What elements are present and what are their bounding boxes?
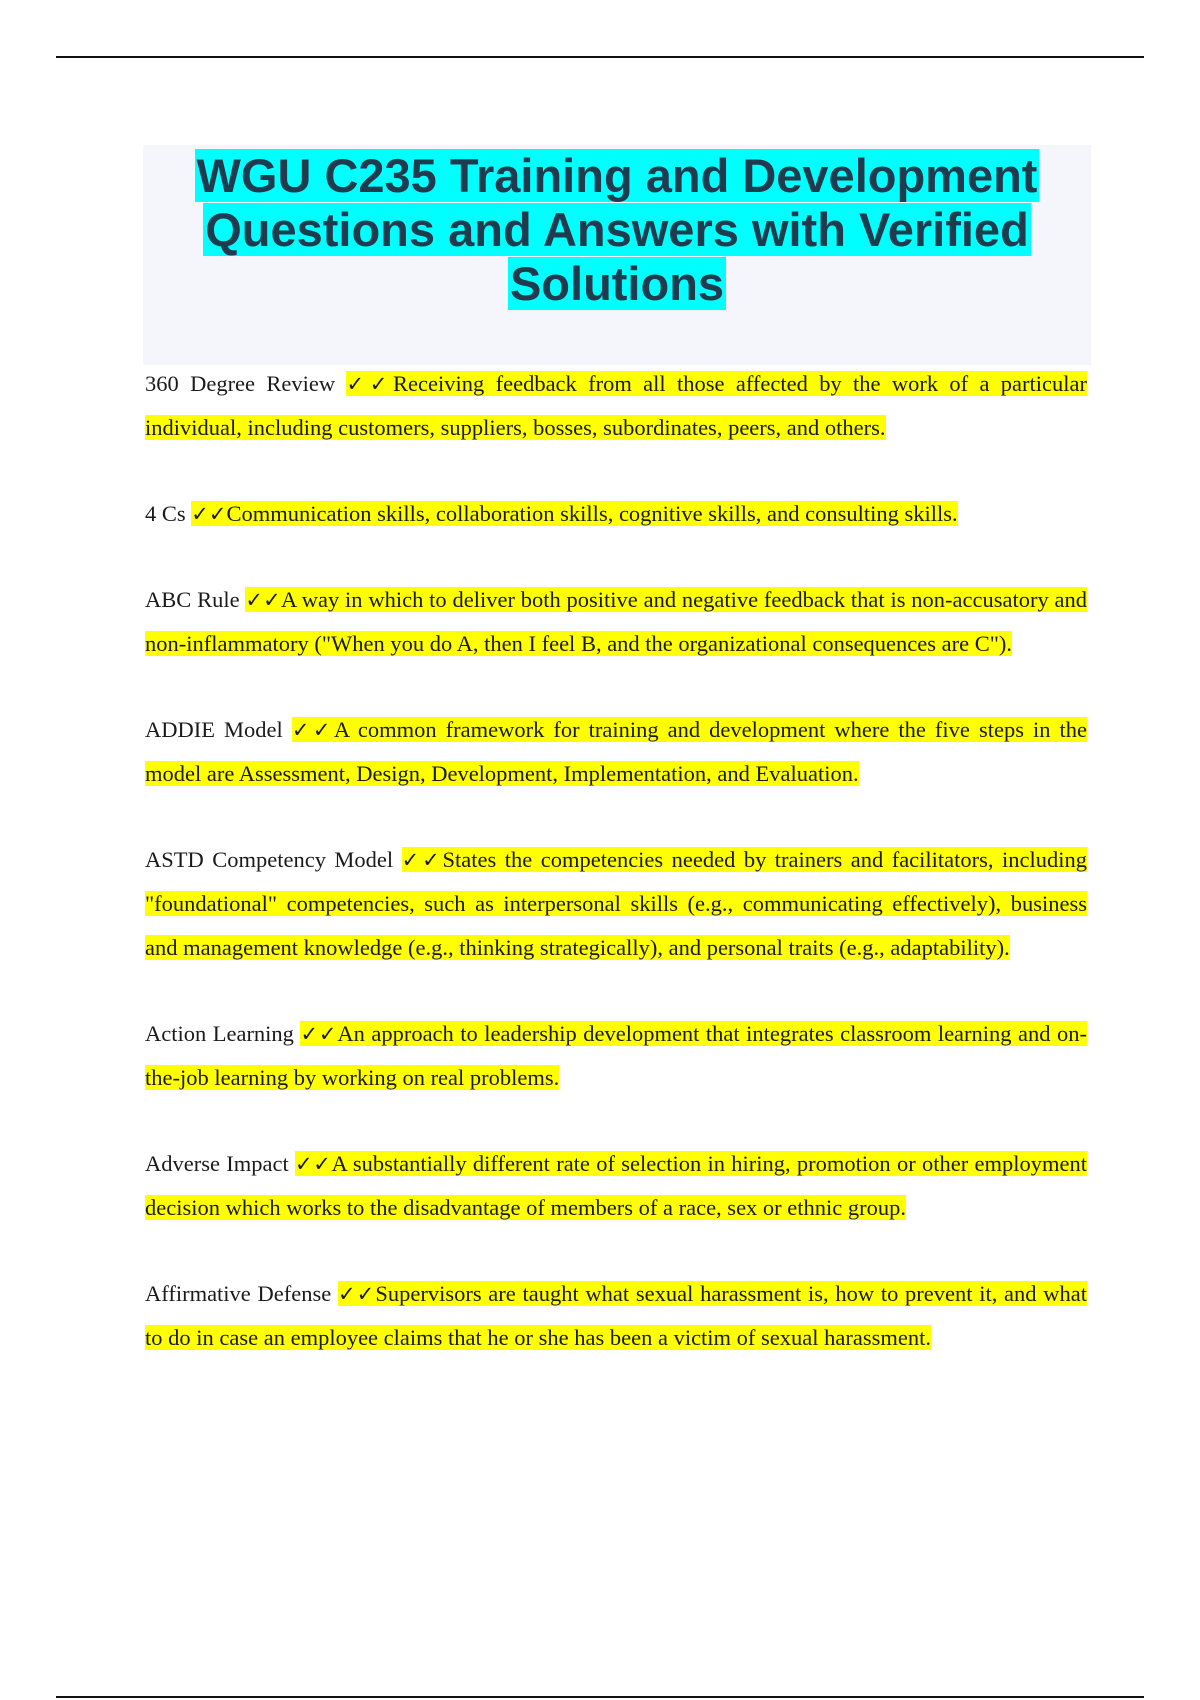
qa-entry-affirmative-defense <box>145 1272 1087 1360</box>
qa-entry-360-degree-review <box>145 362 1087 450</box>
entry-term: 4 Cs <box>145 501 186 526</box>
entry-term: 360 Degree Review <box>145 371 336 396</box>
entry-answer <box>145 587 1087 656</box>
double-check-icon: ✓✓ <box>346 372 394 396</box>
entry-definition: An approach to leadership development that integrates classroom learning and on-the-job learning by working on real problems. <box>145 1021 1087 1090</box>
qa-entry-addie-model <box>145 708 1087 796</box>
document-title-block <box>143 145 1091 365</box>
double-check-icon: ✓✓ <box>401 848 443 872</box>
top-rule <box>56 56 1144 58</box>
qa-entry-astd-competency-model <box>145 838 1087 970</box>
double-check-icon: ✓✓ <box>291 718 334 742</box>
qa-entry-abc-rule <box>145 578 1087 666</box>
entry-definition: Supervisors are taught what sexual harassment is, how to prevent it, and what to do in case an employee claims that he or she has been a victim of sexual harassment. <box>145 1281 1087 1350</box>
qa-entry-list <box>145 362 1087 1402</box>
entry-definition: States the competencies needed by trainers and facilitators, including "foundational" competencies, such as interpersonal skills (e.g., communicating effectively), business and management knowledge (e.g., thinking strategically), and personal traits (e.g., adaptability). <box>145 847 1087 960</box>
entry-answer <box>191 501 957 526</box>
entry-term: ADDIE Model <box>145 717 283 742</box>
bottom-rule <box>56 1696 1144 1698</box>
entry-definition: A common framework for training and development where the five steps in the model are Assessment, Design, Development, Implementation, and Evaluation. <box>145 717 1088 786</box>
double-check-icon: ✓✓ <box>191 502 227 526</box>
entry-definition: Receiving feedback from all those affected by the work of a particular individual, including customers, suppliers, bosses, subordinates, peers, and others. <box>145 371 1087 440</box>
entry-term: ABC Rule <box>145 587 240 612</box>
double-check-icon: ✓✓ <box>300 1022 338 1046</box>
qa-entry-adverse-impact <box>145 1142 1087 1230</box>
title-line-2: Questions and Answers with Verified <box>205 203 1029 256</box>
entry-term: Affirmative Defense <box>145 1281 332 1306</box>
entry-term: ASTD Competency Model <box>145 847 394 872</box>
entry-definition: Communication skills, collaboration skills, cognitive skills, and consulting skills. <box>226 501 958 526</box>
double-check-icon: ✓✓ <box>337 1282 376 1306</box>
title-line-1: WGU C235 Training and Development <box>196 149 1038 202</box>
title-line-3: Solutions <box>509 257 725 310</box>
entry-definition: A way in which to deliver both positive and negative feedback that is non-accusatory and non-inflammatory ("When you do A, then I feel B, and the organizational consequences are C"). <box>145 587 1088 656</box>
qa-entry-action-learning <box>145 1012 1087 1100</box>
qa-entry-4-cs <box>145 492 1087 536</box>
double-check-icon: ✓✓ <box>295 1152 332 1176</box>
entry-term: Adverse Impact <box>145 1151 289 1176</box>
entry-term: Action Learning <box>145 1021 294 1046</box>
double-check-icon: ✓✓ <box>245 588 281 612</box>
entry-definition: A substantially different rate of selection in hiring, promotion or other employment decision which works to the disadvantage of members of a race, sex or ethnic group. <box>145 1151 1087 1220</box>
entry-answer <box>145 717 1087 786</box>
